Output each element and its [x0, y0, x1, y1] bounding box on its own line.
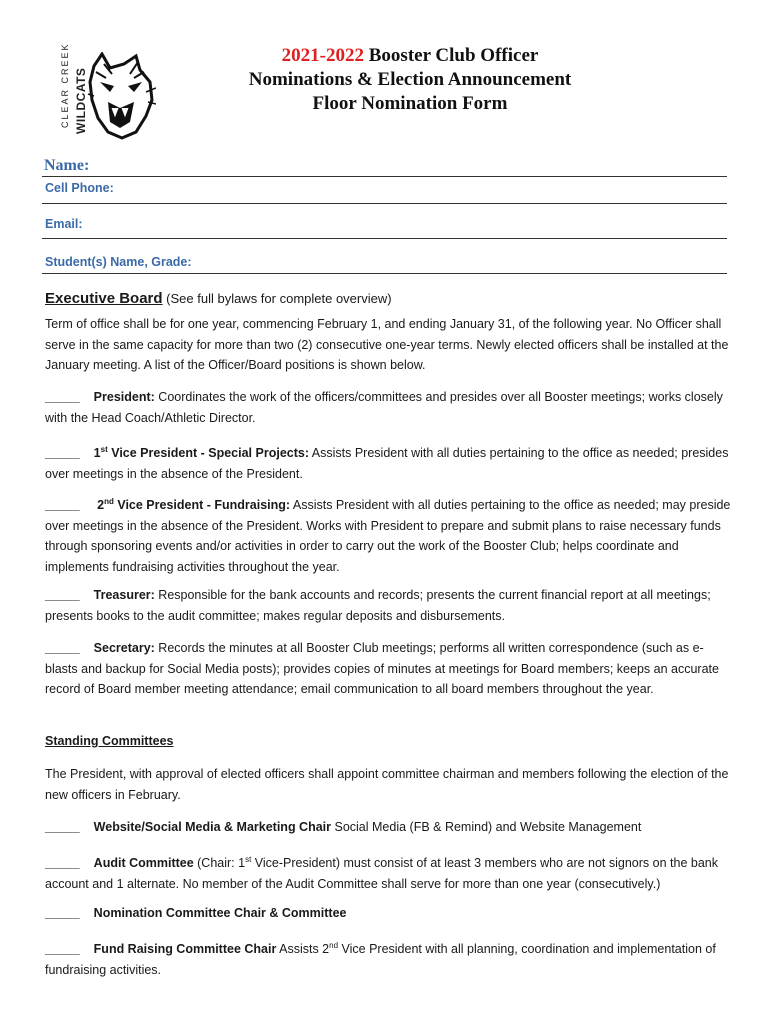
audit-committee-entry: _____ Audit Committee (Chair: 1st Vice-President) must consist of at least 3 members who are not signors on the bank account and 1 alternate. No member of the Audit Committee shall serve for more than one year (consecutively.) — [45, 855, 718, 891]
website-blank[interactable]: _____ — [45, 820, 80, 834]
treasurer-blank[interactable]: _____ — [45, 588, 80, 602]
fundraising-blank[interactable]: _____ — [45, 942, 80, 957]
vp2-entry: _____ 2nd Vice President - Fundraising: Assists President with all duties pertaining to the office as needed; may preside over meetings in the absence of the President. Works with President to prepare and submit plans to raise necessary funds through sponsoring events and/or activities in order to carry out the work of the Booster Club; helps coordinate and implements fundraising activities throughout the year. — [45, 497, 731, 574]
fundraising-committee-entry: _____ Fund Raising Committee Chair Assists 2nd Vice President with all planning, coordination and implementation of fundraising activities. — [45, 941, 716, 977]
cell-phone-field-label: Cell Phone: — [45, 181, 114, 195]
email-field-line[interactable] — [42, 238, 727, 239]
nomination-blank[interactable]: _____ — [45, 906, 80, 920]
nomination-committee-entry: _____ Nomination Committee Chair & Committee — [45, 906, 347, 920]
logo-line-clear-creek: CLEAR CREEK — [60, 42, 70, 128]
title-line-3: Floor Nomination Form — [312, 93, 508, 114]
treasurer-entry: _____ Treasurer: Responsible for the bank accounts and records; presents the current financial report at all meetings; presents books to the audit committee; makes regular deposits and disbursements. — [45, 588, 711, 623]
president-entry: _____ President: Coordinates the work of the officers/committees and presides over all Booster meetings; works closely with the Head Coach/Athletic Director. — [45, 390, 723, 425]
name-field-label: Name: — [44, 157, 90, 174]
wildcat-mascot-icon — [86, 52, 156, 140]
vp2-blank[interactable]: _____ — [45, 498, 80, 513]
executive-board-heading: Executive Board (See full bylaws for complete overview) — [45, 290, 392, 307]
audit-blank[interactable]: _____ — [45, 856, 80, 871]
title-year: 2021-2022 — [281, 45, 364, 66]
logo-text — [54, 42, 88, 142]
standing-committees-intro: The President, with approval of elected officers shall appoint committee chairman and members following the election of the new officers in February. — [45, 767, 729, 802]
email-field-label: Email: — [45, 217, 83, 231]
title-line-2: Nominations & Election Announcement — [248, 69, 572, 90]
logo-line-wildcats: WILDCATS — [74, 67, 88, 134]
president-blank[interactable]: _____ — [45, 390, 80, 404]
cell-phone-field-line[interactable] — [42, 203, 727, 204]
website-committee-entry: _____ Website/Social Media & Marketing Chair Social Media (FB & Remind) and Website Management — [45, 820, 642, 834]
wildcats-logo — [54, 42, 156, 142]
vp1-entry: _____ 1st Vice President - Special Projects: Assists President with all duties pertaining to the office as needed; presides over meetings in the absence of the President. — [45, 445, 729, 481]
title-line-1 — [150, 44, 670, 68]
secretary-entry: _____ Secretary: Records the minutes at all Booster Club meetings; performs all written correspondence (such as e-blasts and backup for Social Media posts); provides copies of minutes at meetings for Board members; keeps an accurate record of Board member meeting attendance; email communication to all board members throughout the year. — [45, 641, 719, 696]
title-line-1-rest: Booster Club Officer — [364, 45, 539, 66]
student-field-label: Student(s) Name, Grade: — [45, 255, 192, 269]
secretary-blank[interactable]: _____ — [45, 641, 80, 655]
student-field-line[interactable] — [42, 273, 727, 274]
vp1-blank[interactable]: _____ — [45, 446, 80, 461]
standing-committees-heading: Standing Committees — [45, 734, 174, 748]
name-field-line[interactable] — [42, 176, 727, 177]
executive-board-intro: Term of office shall be for one year, commencing February 1, and ending January 31, of the following year. No Officer shall serve in the same capacity for more than two (2) consecutive one-year terms. Newly elected officers shall be installed at the January meeting. A list of the Officer/Board positions is shown below. — [45, 317, 729, 372]
document-title — [150, 44, 670, 116]
